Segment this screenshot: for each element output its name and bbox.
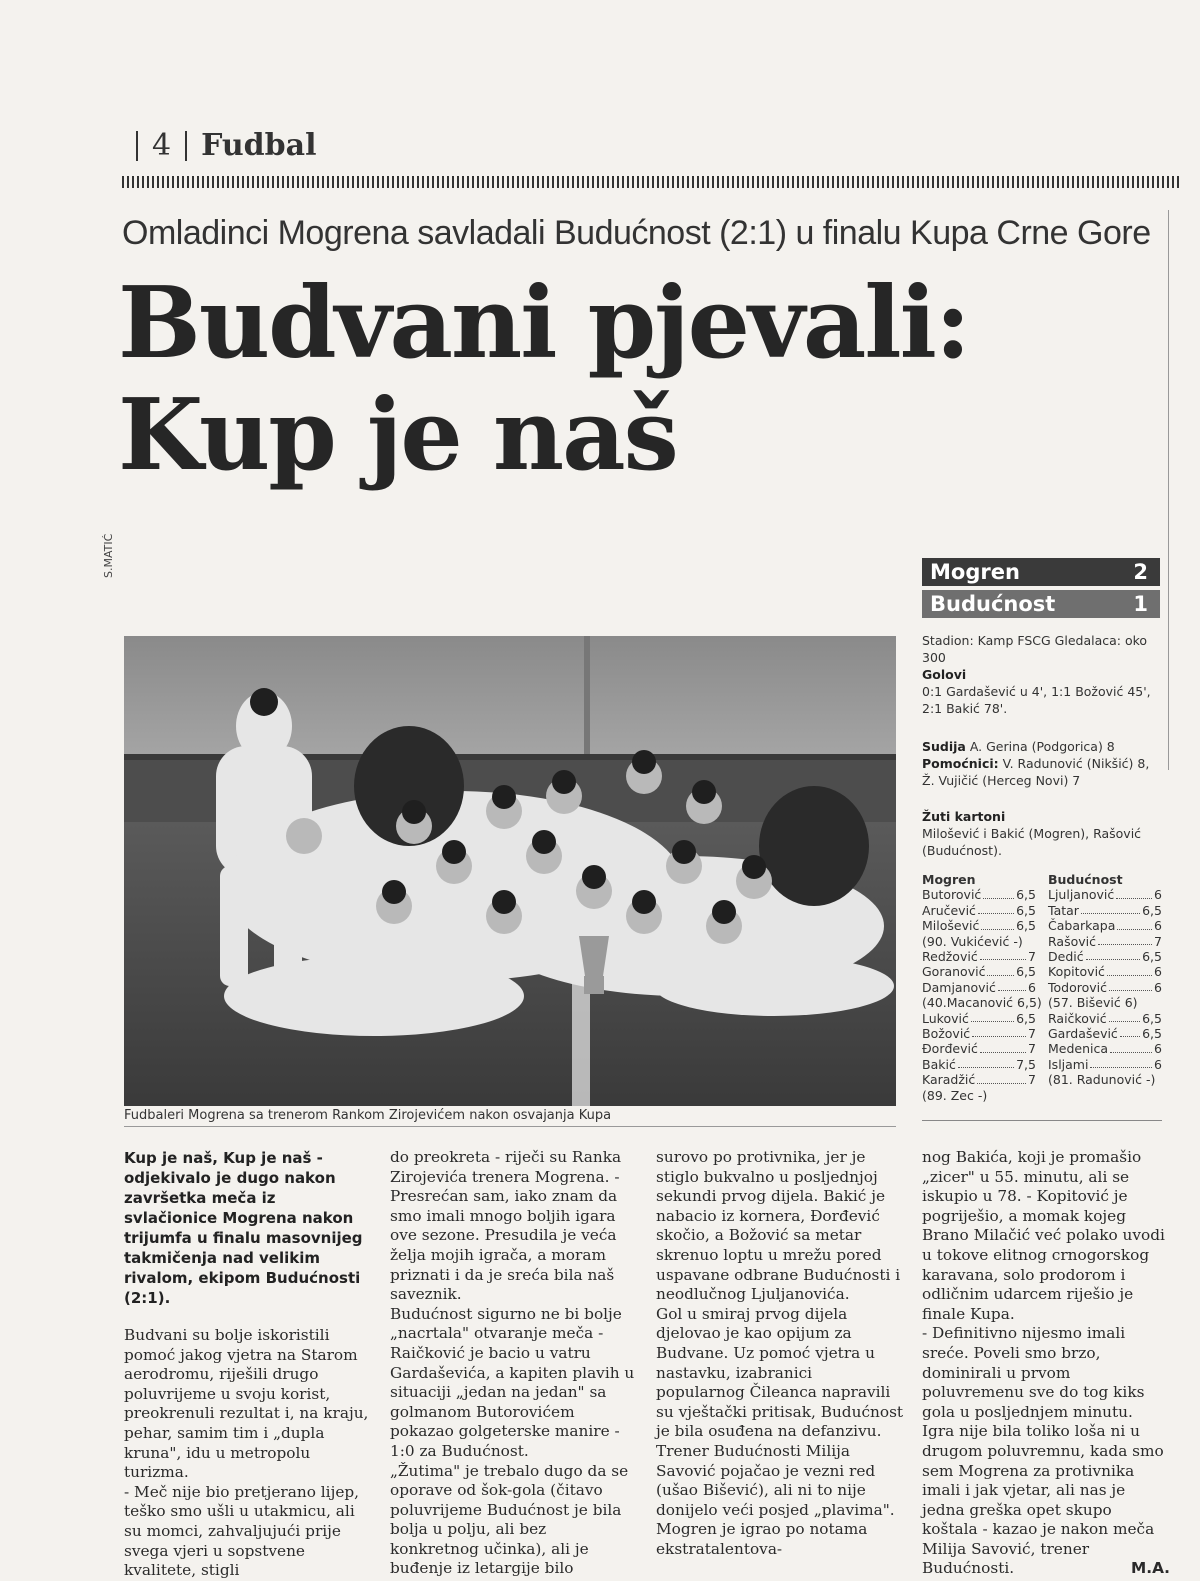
player-name: Luković xyxy=(922,1010,969,1026)
player-name: Bakić xyxy=(922,1056,956,1072)
player-grade: 6 xyxy=(1028,979,1036,995)
article-column-2 xyxy=(390,1148,638,1579)
player-row xyxy=(922,918,1036,933)
player-grade: 6,5 xyxy=(1142,949,1162,965)
article-paragraph: nog Bakića, koji je promašio „zicer" u 55. minutu, ali se iskupio u 78. - Kopitović je pogriješio, a momak kojeg Brano Milačić već polako uvodi u tokove elitnog crnogorskog karavana, solo prodorom i odličnim udarcem riješio je finale Kupa. xyxy=(922,1148,1165,1323)
player-row xyxy=(1048,964,1162,979)
player-row xyxy=(922,1072,1036,1087)
player-name: Butorović xyxy=(922,887,982,903)
article-column-1 xyxy=(124,1148,372,1581)
headline-line-1: Budvani pjevali: xyxy=(118,266,970,381)
assistants-text: V. Radunović (Nikšić) 8, Ž. Vujičić (Herceg Novi) 7 xyxy=(922,756,1150,788)
player-grade: 6 xyxy=(1154,964,1162,980)
page-header xyxy=(122,128,316,163)
lineups xyxy=(922,872,1162,1103)
player-name: Đorđević xyxy=(922,1041,978,1057)
player-row xyxy=(922,887,1036,902)
away-team-name: Budućnost xyxy=(930,592,1056,616)
photo-caption: Fudbaleri Mogrena sa trenerom Rankom Zirojevićem nakon osvajanja Kupa xyxy=(124,1108,896,1127)
player-name: Goranović xyxy=(922,964,986,980)
substitute-name: (90. Vukićević -) xyxy=(922,933,1023,949)
sidebar-rule xyxy=(922,1120,1162,1121)
player-row xyxy=(1048,918,1162,933)
article-paragraph: Gol u smiraj prvog dijela djelovao je kao opijum za Budvane. Uz pomoć vjetra u nastavku, izabranici popularnog Čileanca napravili su vještački pritisak, Budućnost je bila osuđena na defanzivu. xyxy=(656,1304,904,1441)
home-lineup-title: Mogren xyxy=(922,872,976,887)
yellow-cards-text: Milošević i Bakić (Mogren), Rašović (Budućnost). xyxy=(922,826,1142,858)
substitute-name: (57. Bišević 6) xyxy=(1048,995,1138,1011)
player-row xyxy=(922,964,1036,979)
goals-label: Golovi xyxy=(922,667,967,682)
player-grade: 6,5 xyxy=(1016,1010,1036,1026)
assistants-label: Pomoćnici: xyxy=(922,756,999,771)
player-row xyxy=(922,1041,1036,1056)
player-grade: 6,5 xyxy=(1016,964,1036,980)
player-grade: 6 xyxy=(1154,1056,1162,1072)
player-grade: 7 xyxy=(1028,1041,1036,1057)
substitute-name: (89. Zec -) xyxy=(922,1087,988,1103)
home-team-goals: 2 xyxy=(1133,560,1148,584)
player-row xyxy=(1048,1057,1162,1072)
photo-credit: S.MATIĆ xyxy=(102,533,115,578)
article-paragraph: Budvani su bolje iskoristili pomoć jakog vjetra na Starom aerodromu, riješili drugo poluvrijeme u svoju korist, preokrenuli rezultat i, na kraju, pehar, samim tim i „dupla kruna", idu u metropolu turizma. xyxy=(124,1326,369,1482)
home-team-name: Mogren xyxy=(930,560,1020,584)
goals-block xyxy=(922,666,1164,717)
player-grade: 6 xyxy=(1154,918,1162,934)
player-name: Isljami xyxy=(1048,1056,1089,1072)
player-row xyxy=(1048,980,1162,995)
player-row xyxy=(1048,903,1162,918)
player-row xyxy=(1048,949,1162,964)
player-name: Damjanović xyxy=(922,979,996,995)
header-divider xyxy=(136,131,138,161)
player-row xyxy=(922,949,1036,964)
subtitle: Omladinci Mogrena savladali Budućnost (2:1) u finalu Kupa Crne Gore xyxy=(122,214,1151,252)
player-grade: 6,5 xyxy=(1016,918,1036,934)
referee-label: Sudija xyxy=(922,739,966,754)
article-column-4 xyxy=(922,1148,1170,1579)
player-grade: 6,5 xyxy=(1016,902,1036,918)
article-paragraph-text: - Definitivno nijesmo imali sreće. Poveli smo brzo, dominirali u prvom poluvremenu sve do tog kiks gola u posljednjem minutu. Igra nije bila toliko loša ni u drugom poluvremnu, kada smo sem Mogrena za protivnika imali i jak vjetar, ali nas je jedna greška opet skupo koštala - kazao je nakon meča Milija Savović, trener Budućnosti. xyxy=(922,1324,1164,1578)
headline-line-2: Kup je naš xyxy=(118,378,677,493)
yellow-cards-block xyxy=(922,808,1164,859)
article-column-3 xyxy=(656,1148,904,1559)
header-divider xyxy=(185,131,187,161)
player-grade: 7 xyxy=(1028,1026,1036,1042)
player-row xyxy=(922,1026,1036,1041)
player-name: Medenica xyxy=(1048,1041,1109,1057)
substitute-row xyxy=(1048,1072,1162,1087)
away-lineup-title: Budućnost xyxy=(1048,872,1123,887)
substitute-name: (81. Radunović -) xyxy=(1048,1072,1156,1088)
article-paragraph: Budućnost sigurno ne bi bolje „nacrtala" otvaranje meča - Raičković je bacio u vatru Gardaševića, a kapiten plavih u situaciji „jedan na jedan" sa golmanom Butorovićem pokazao golgeterske manire - 1:0 za Budućnost. xyxy=(390,1304,635,1460)
substitute-row xyxy=(922,934,1036,949)
score-row-home xyxy=(922,558,1160,586)
yellow-cards-label: Žuti kartoni xyxy=(922,809,1006,824)
article-paragraph: do preokreta - riječi su Ranka Zirojevića trenera Mogrena. - Presrećan sam, iako znam da smo imali mnogo boljih igara ove sezone. Presudila je veća želja mojih igrača, a moram priznati i da je sreća bila naš saveznik. xyxy=(390,1148,622,1304)
player-grade: 6 xyxy=(1154,1041,1162,1057)
player-row xyxy=(922,1057,1036,1072)
player-row xyxy=(1048,1041,1162,1056)
player-name: Božović xyxy=(922,1026,971,1042)
player-name: Redžović xyxy=(922,949,978,965)
player-name: Ljuljanović xyxy=(1048,887,1115,903)
player-name: Raičković xyxy=(1048,1010,1107,1026)
photo-illustration xyxy=(124,636,896,1106)
player-grade: 6,5 xyxy=(1142,1026,1162,1042)
article-lead: Kup je naš, Kup je naš - odjekivalo je dugo nakon završetka meča iz svlačionice Mogrena nakon trijumfa u finalu masovnijeg takmičenja nad velikim rivalom, ekipom Budućnosti (2:1). xyxy=(124,1149,363,1307)
player-row xyxy=(922,980,1036,995)
home-lineup xyxy=(922,872,1042,1103)
player-name: Kopitović xyxy=(1048,964,1105,980)
player-row xyxy=(1048,1011,1162,1026)
player-grade: 6,5 xyxy=(1142,902,1162,918)
article-paragraph xyxy=(922,1324,1170,1579)
substitute-name: (40.Macanović xyxy=(922,995,1014,1011)
player-name: Aručević xyxy=(922,902,976,918)
team-celebration-photo xyxy=(124,636,896,1106)
player-grade: 6 xyxy=(1154,979,1162,995)
substitute-row xyxy=(922,995,1042,1011)
player-name: Karadžić xyxy=(922,1072,976,1088)
player-grade: 7,5 xyxy=(1016,1056,1036,1072)
page-number: 4 xyxy=(152,128,172,163)
player-row xyxy=(1048,934,1162,949)
substitute-row xyxy=(922,1088,1036,1103)
article-paragraph: surovo po protivnika, jer je stiglo bukvalno u posljednjoj sekundi prvog dijela. Bakić je nabacio iz kornera, Đorđević skočio, a Božović sa metar skrenuo loptu u mrežu pored uspavane odbrane Budućnosti i neodlučnog Ljuljanovića. xyxy=(656,1148,901,1304)
player-row xyxy=(922,1011,1036,1026)
player-grade: 6,5 xyxy=(1142,1010,1162,1026)
referee-text: A. Gerina (Podgorica) 8 xyxy=(969,739,1115,754)
article-paragraph: - Meč nije bio pretjerano lijep, teško smo ušli u utakmicu, ali su momci, zahvaljujući prije svega vjeri u sopstvene kvalitete, stigli xyxy=(124,1482,360,1580)
player-grade: 7 xyxy=(1154,933,1162,949)
player-name: Čabarkapa xyxy=(1048,918,1116,934)
header-rule xyxy=(122,176,1180,188)
player-name: Milošević xyxy=(922,918,980,934)
goals-text: 0:1 Gardašević u 4', 1:1 Božović 45', 2:1 Bakić 78'. xyxy=(922,684,1151,716)
player-row xyxy=(1048,1026,1162,1041)
player-name: Gardašević xyxy=(1048,1026,1118,1042)
headline xyxy=(118,268,969,492)
player-grade: 6 xyxy=(1154,887,1162,903)
player-name: Rašović xyxy=(1048,933,1096,949)
officials-block xyxy=(922,738,1164,789)
article-paragraph: Trener Budućnosti Milija Savović pojačao je vezni red (ušao Bišević), ali ni to nije donijelo veći posjed „plavima". Mogren je igrao po notama ekstratalentova- xyxy=(656,1441,895,1558)
score-row-away xyxy=(922,590,1160,618)
player-name: Dedić xyxy=(1048,949,1084,965)
player-row xyxy=(922,903,1036,918)
section-name: Fudbal xyxy=(201,128,317,163)
player-row xyxy=(1048,887,1162,902)
column-divider xyxy=(1168,210,1169,770)
away-team-goals: 1 xyxy=(1133,592,1148,616)
author-signature: M.A. xyxy=(1131,1559,1170,1578)
stadium-info: Stadion: Kamp FSCG Gledalaca: oko 300 xyxy=(922,633,1148,665)
substitute-row xyxy=(1048,995,1162,1010)
substitute-grade: 6,5) xyxy=(1017,995,1042,1011)
article-paragraph: „Žutima" je trebalo dugo da se oporave od šok-gola (čitavo poluvrijeme Budućnost je bila bolja u polju, ali bez konkretnog učinka), ali je buđenje iz letargije bilo xyxy=(390,1461,629,1578)
player-name: Todorović xyxy=(1048,979,1107,995)
player-grade: 7 xyxy=(1028,1072,1036,1088)
player-grade: 7 xyxy=(1028,949,1036,965)
player-name: Tatar xyxy=(1048,902,1079,918)
away-lineup xyxy=(1048,872,1162,1103)
player-grade: 6,5 xyxy=(1016,887,1036,903)
